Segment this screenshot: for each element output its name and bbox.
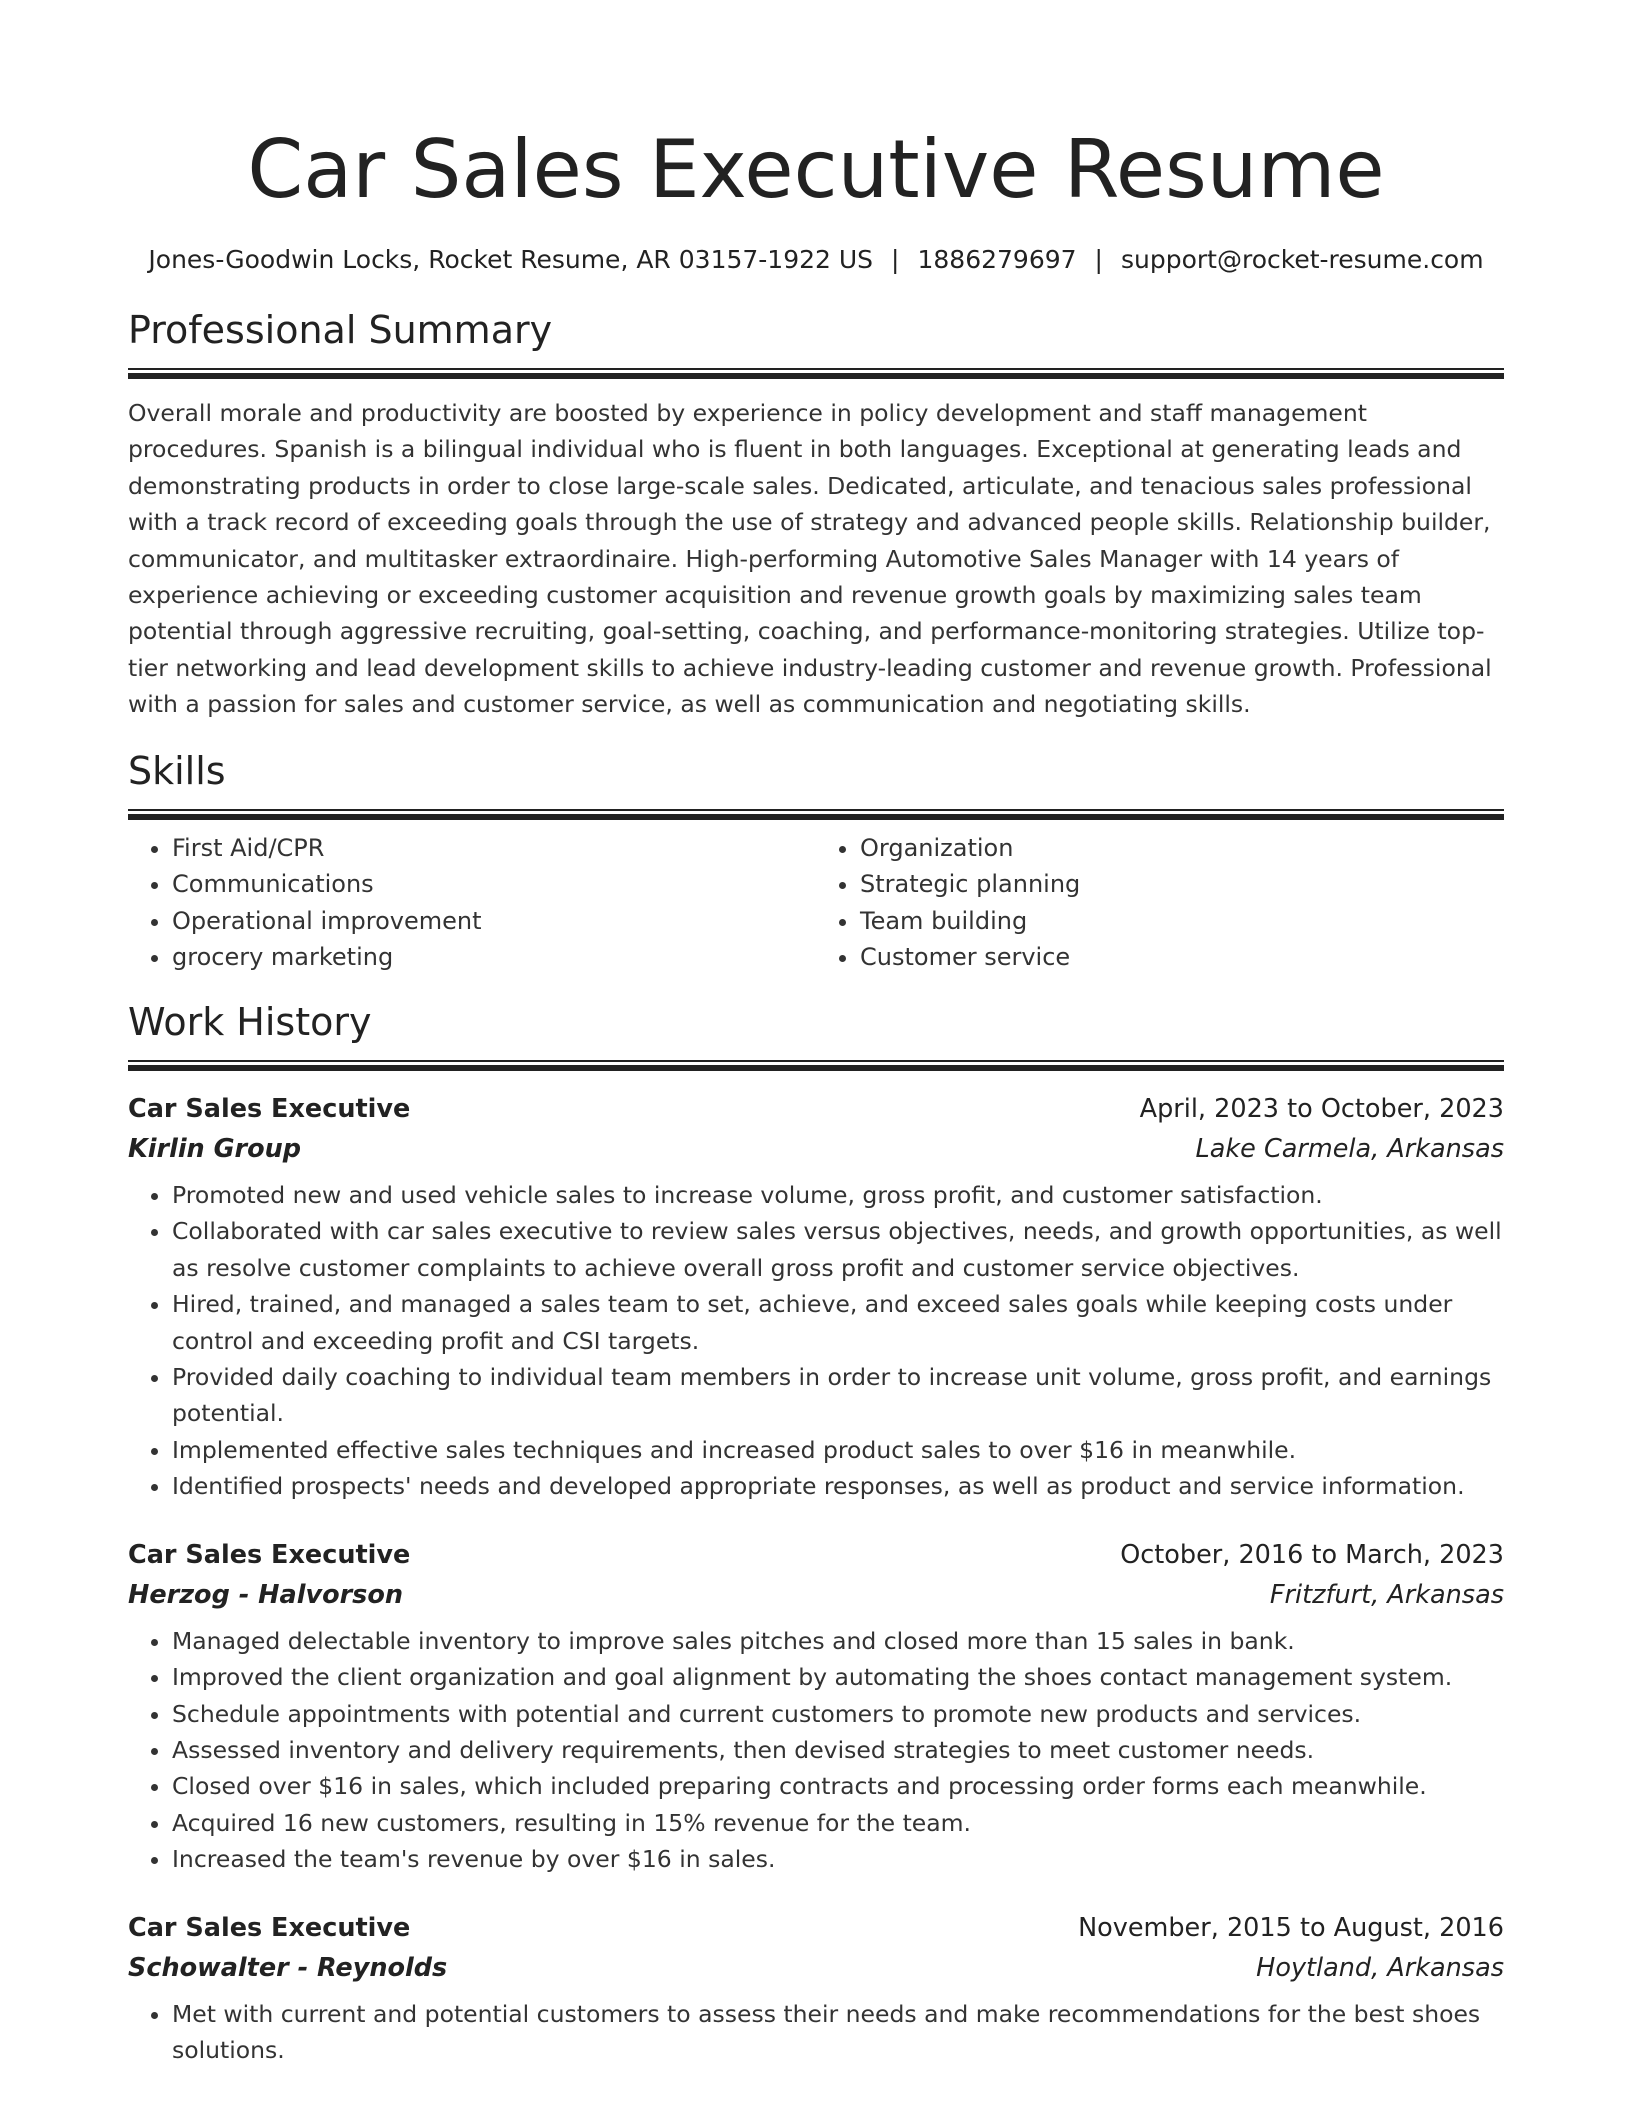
job-bullet: • Acquired 16 new customers, resulting in 15% revenue for the team.: [172, 1805, 1504, 1841]
job-bullet: • Increased the team's revenue by over $16 in sales.: [172, 1841, 1504, 1877]
job-bullet: • Implemented effective sales techniques and increased product sales to over $16 in meanwhile.: [172, 1432, 1504, 1468]
job-bullet: • Collaborated with car sales executive to review sales versus objectives, needs, and growth opportunities, as well as resolve customer complaints to achieve overall gross profit and customer service objectives.: [172, 1213, 1504, 1286]
job-title: Car Sales Executive: [128, 1094, 411, 1125]
job-bullet: • Closed over $16 in sales, which included preparing contracts and processing order forms each meanwhile.: [172, 1768, 1504, 1804]
job-company: Schowalter - Reynolds: [128, 1952, 448, 1983]
summary-heading: Professional Summary: [128, 308, 553, 352]
skill-item: • First Aid/CPR: [172, 830, 816, 867]
contact-line: [128, 244, 1504, 276]
job-title: Car Sales Executive: [128, 1912, 411, 1943]
contact-address: Jones-Goodwin Locks, Rocket Resume, AR 03157-1922 US: [148, 245, 874, 274]
job-dates: October, 2016 to March, 2023: [1120, 1539, 1504, 1570]
skill-item: • grocery marketing: [172, 939, 816, 976]
job-location: Fritzfurt, Arkansas: [1269, 1579, 1504, 1610]
job-title: Car Sales Executive: [128, 1539, 411, 1570]
job-bullets: [128, 1623, 1504, 1878]
job-bullet: • Managed delectable inventory to improve sales pitches and closed more than 15 sales in bank.: [172, 1623, 1504, 1659]
work-history-heading: Work History: [128, 1000, 372, 1045]
skills-list: [128, 830, 1504, 976]
job-bullet: • Met with current and potential customers to assess their needs and make recommendations for the best shoes solutions.: [172, 1996, 1504, 2069]
contact-separator: |: [1094, 245, 1103, 274]
skill-item: • Communications: [172, 866, 816, 903]
job-subheader: [128, 1575, 1504, 1615]
skill-item: • Team building: [860, 903, 1504, 940]
skills-heading: Skills: [128, 748, 226, 793]
job-entry: [128, 1089, 1504, 1505]
job-location: Hoytland, Arkansas: [1256, 1952, 1504, 1983]
job-bullet: • Provided daily coaching to individual team members in order to increase unit volume, gross profit, and earnings potential.: [172, 1359, 1504, 1432]
job-header: [128, 1535, 1504, 1575]
skill-item: • Operational improvement: [172, 903, 816, 940]
job-subheader: [128, 1129, 1504, 1169]
job-bullets: [128, 1996, 1504, 2069]
work-history-section: [128, 998, 1504, 2068]
contact-email: support@rocket-resume.com: [1120, 245, 1484, 274]
job-bullet: • Identified prospects' needs and developed appropriate responses, as well as product and service information.: [172, 1468, 1504, 1504]
job-header: [128, 1089, 1504, 1129]
contact-separator: |: [891, 245, 900, 274]
summary-text: Overall morale and productivity are boosted by experience in policy development and staff management procedures. Spanish is a bilingual individual who is fluent in both languages. Exceptional at generating leads and demonstrating products in order to close large-scale sales. Dedicated, articulate, and tenacious sales professional with a track record of exceeding goals through the use of strategy and advanced people skills. Relationship builder, communicator, and multitasker extraordinaire. High-performing Automotive Sales Manager with 14 years of experience achieving or exceeding customer acquisition and revenue growth goals by maximizing sales team potential through aggressive recruiting, goal-setting, coaching, and performance-monitoring strategies. Utilize top-tier networking and lead development skills to achieve industry-leading customer and revenue growth. Professional with a passion for sales and customer service, as well as communication and negotiating skills.: [128, 399, 1492, 719]
job-header: [128, 1908, 1504, 1948]
job-location: Lake Carmela, Arkansas: [1195, 1134, 1504, 1165]
contact-phone: 1886279697: [917, 245, 1077, 274]
job-entry: [128, 1908, 1504, 2069]
section-divider: [128, 1060, 1504, 1071]
skills-column-right: [816, 830, 1504, 976]
job-bullet: • Schedule appointments with potential and current customers to promote new products and services.: [172, 1696, 1504, 1732]
job-dates: April, 2023 to October, 2023: [1139, 1094, 1504, 1125]
skill-item: • Strategic planning: [860, 866, 1504, 903]
section-divider: [128, 368, 1504, 379]
job-bullet: • Hired, trained, and managed a sales team to set, achieve, and exceed sales goals while keeping costs under control and exceeding profit and CSI targets.: [172, 1286, 1504, 1359]
resume-title: Car Sales Executive Resume: [247, 123, 1385, 216]
section-divider: [128, 809, 1504, 820]
job-dates: November, 2015 to August, 2016: [1078, 1912, 1504, 1943]
skills-column-left: [128, 830, 816, 976]
job-company: Herzog - Halvorson: [128, 1579, 404, 1610]
resume-page: [128, 0, 1504, 2068]
summary-section: [128, 306, 1504, 723]
job-bullet: • Improved the client organization and goal alignment by automating the shoes contact management system.: [172, 1659, 1504, 1695]
skill-item: • Organization: [860, 830, 1504, 867]
skills-section: [128, 747, 1504, 976]
job-company: Kirlin Group: [128, 1134, 302, 1165]
job-bullet: • Promoted new and used vehicle sales to increase volume, gross profit, and customer satisfaction.: [172, 1177, 1504, 1213]
skill-item: • Customer service: [860, 939, 1504, 976]
job-bullets: [128, 1177, 1504, 1505]
job-bullet: • Assessed inventory and delivery requirements, then devised strategies to meet customer needs.: [172, 1732, 1504, 1768]
job-entry: [128, 1535, 1504, 1878]
job-subheader: [128, 1948, 1504, 1988]
